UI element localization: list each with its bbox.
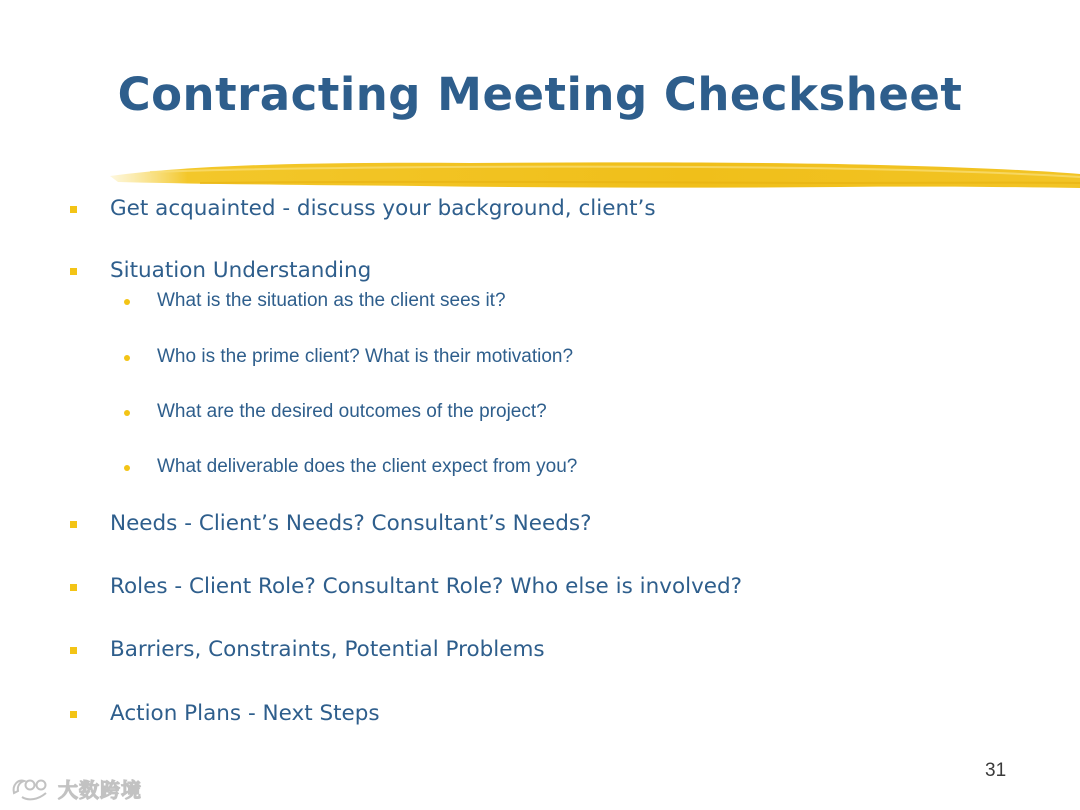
sub-item: Who is the prime client? What is their motivation? bbox=[157, 346, 574, 367]
sub-item: What are the desired outcomes of the project? bbox=[157, 401, 547, 422]
bullet-dot bbox=[124, 465, 130, 471]
bullet-square bbox=[70, 206, 77, 213]
page-number: 31 bbox=[985, 760, 1007, 781]
checklist-item: Situation Understanding bbox=[110, 258, 372, 283]
bullet-square bbox=[70, 268, 77, 275]
bullet-square bbox=[70, 711, 77, 718]
bullet-square bbox=[70, 584, 77, 591]
checklist-item: Get acquainted - discuss your background, client’s bbox=[110, 196, 656, 221]
watermark-text: 大数跨境 bbox=[58, 777, 142, 802]
bullet-square bbox=[70, 647, 77, 654]
bullet-square bbox=[70, 521, 77, 528]
checklist-item: Roles - Client Role? Consultant Role? Who else is involved? bbox=[110, 574, 743, 599]
bullet-dot bbox=[124, 299, 130, 305]
sub-item: What is the situation as the client sees it? bbox=[157, 290, 506, 311]
checklist-item: Action Plans - Next Steps bbox=[110, 701, 380, 726]
watermark bbox=[8, 773, 142, 803]
bullet-dot bbox=[124, 410, 130, 416]
checklist-item: Needs - Client’s Needs? Consultant’s Needs? bbox=[110, 511, 592, 536]
slide-title: Contracting Meeting Checksheet bbox=[117, 68, 963, 121]
bullet-dot bbox=[124, 355, 130, 361]
brush-stroke-divider bbox=[0, 150, 1080, 200]
sub-item: What deliverable does the client expect from you? bbox=[157, 456, 578, 477]
watermark-logo-icon bbox=[8, 773, 52, 803]
checklist-item: Barriers, Constraints, Potential Problems bbox=[110, 637, 545, 662]
